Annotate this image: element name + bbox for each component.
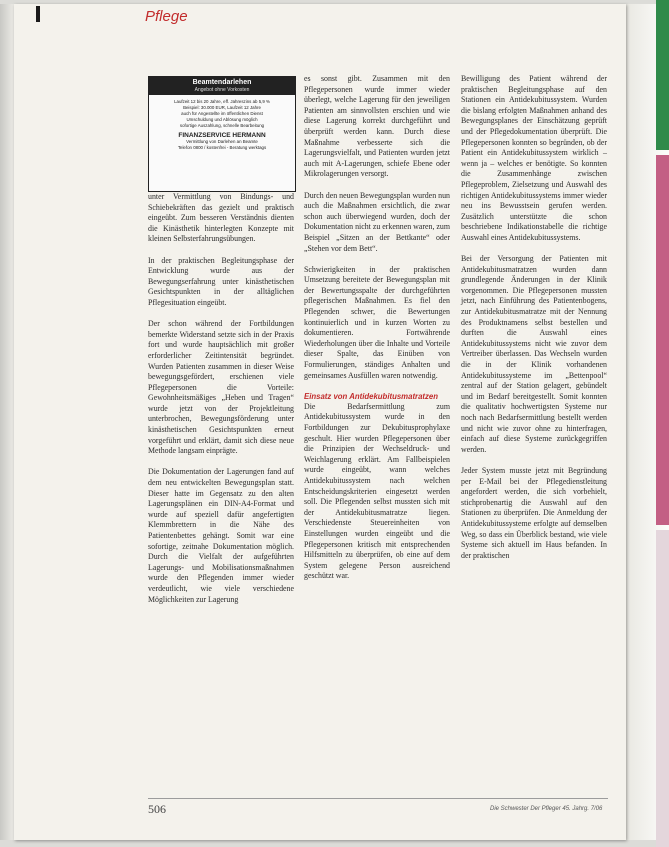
paragraph: Bei der Versorgung der Patienten mit Antidekubitusmatratzen wurden dann grundlegende Änderungen in der Klinik vorgenommen. Die Pflegepersonen mussten jetzt, nach Einführung des Patientenbogens, zur Antidekubitusmatratze mit der Nennung des Produktnamens selbst bestellen und durften die Auswahl eines Antidekubitussystems nicht wie zuvor dem Vertreiber überlassen. Das Wechseln wurden die in der Klinik vorhandenen Antidekubitussysteme im „Bettenpool“ zentral auf der Station gelagert, gebündelt und im Bedarf bereitgestellt. Somit konnten die qualitativ hochwertigsten Systeme nur noch nach Bedarfsermittlung bestellt werden und nicht wie zuvor ohne zu hinterfragen, einfach auf diese Systeme zurückgegriffen werden. (461, 254, 607, 454)
paragraph: Der schon während der Fortbildungen bemerkte Widerstand setzte sich in der Praxis fort und wurde hauptsächlich mit großer erforderlicher Zeitintensität begründet. Wurden Patienten zusammen in dieser Weise bewegungsgefördert, erschienen viele Pflegepersonen die Vorteile: Gewohnheitsmäßiges „Heben und Tragen“ wurde jetzt von der Projektleitung unterbrochen, Bewegungsförderung unter kinästhetischen Gesichtspunkten erneut vorgeführt und erklärt, damit sich diese neue Methode langsam einprägte. (148, 319, 294, 456)
paragraph: Die Bedarfsermittlung zum Antidekubitussystem wurde in den Fortbildungen zur Dekubitusprophylaxe geschult. Hier wurden Pflegepersonen über die Prinzipien der Wechseldruck- und Weichlagerung erklärt. Am Fallbeispielen wurde eingeübt, wann welches Antidekubitussystem nach welchen Entscheidungskriterien eingesetzt werden soll. Die Pflegenden selbst mussten sich mit der Antidekubitusmatratze liegen. Verschiedenste Steuereinheiten von Einstellungen wurden eingeübt und die Pflegepersonen kritisch mit entsprechenden Hilfsmitteln zu überprüfen, ob eine auf dem System gelegene Person ausreichend geschützt war. (304, 401, 450, 581)
paragraph: unter Vermittlung von Bindungs- und Schiebekräften das gezielt und praktisch eingeübt. Zum besseren Verständnis dienten die Kinästhetik hinterlegten Konzepte mit kleinen Selbsterfahrungsübungen. (148, 192, 294, 244)
advertisement (148, 76, 296, 192)
ad-title: Beamtendarlehen (149, 77, 295, 87)
journal-footer: Die Schwester Der Pfleger 45. Jahrg. 7/06 (490, 806, 603, 812)
ad-brand: FINANZSERVICE HERMANN (178, 132, 266, 139)
ad-line: Beispiel: 30.000 EUR, Laufzeit 12 Jahre (183, 105, 261, 110)
thumb-tab-pink (656, 155, 669, 525)
ad-subtitle: Angebot ohne Vorkosten (149, 87, 295, 95)
text-column-3 (461, 74, 607, 572)
ad-line: Laufzeit 12 bis 20 Jahre, eff. Jahreszins ab 5,9 % (174, 99, 270, 104)
paragraph: Durch den neuen Bewegungsplan wurden nun auch die Maßnahmen ersichtlich, die zwar schon auch überwiegend wurden, doch der Dokumentation nicht zu erkennen waren, zum Beispiel „Sitzen an der Bettkante“ oder „Stehen vor dem Bett“. (304, 190, 450, 253)
ad-line: sofortige Auszahlung, schnelle Bearbeitung (179, 123, 265, 128)
page-binding (0, 4, 14, 840)
paragraph: Bewilligung des Patient während der praktischen Begleitungsphase auf den Stationen ein Antidekubitussystem. Wurden die bislang erfolgten Maßnahmen anhand des Bewegungsplanes der Einschätzung geprüft und der Pflegedokumentation überprüft. Die Pflegepersonen konnten so begründen, ob der Patient ein Antidekubitussystem wirklich – wenn ja – welches er benötigte. So konnten die Zusammenhänge zwischen Pflegeproblem, Zielsetzung und Auswahl des richtigen Antidekubitussystems immer wieder neu ins Bewusstsein gerufen werden. Zusätzlich unterstützte die schon beschriebene Indikationstabelle die richtige Auswahl eines Antidekubitussystems. (461, 74, 607, 242)
text-column-2 (304, 74, 450, 593)
paragraph: Jeder System musste jetzt mit Begründung per E-Mail bei der Pflegedienstleitung angefordert werden, die sich vorbehielt, stichprobenartig die Auswahl auf den Stationen zu überprüfen. Die Anmeldung der Antidekubitussysteme erfolgte auf demselben Weg, so dass ein Überblick bestand, wie viele Systeme sich aktuell im Haus befanden. In der praktischen (461, 465, 607, 560)
text-column-1 (148, 192, 294, 616)
thumb-tab-light (656, 530, 669, 847)
ad-contact: Vermittlung von Darlehen an Beamte (186, 139, 258, 144)
section-title: Pflege (145, 8, 188, 25)
ad-contact: Telefon 0800 / kostenfrei - Beratung werktags (177, 145, 267, 150)
paragraph: Die Dokumentation der Lagerungen fand auf dem neu entwickelten Bewegungsplan statt. Dieser hatte im Gegensatz zu den alten Lagerungsplänen ein DIN-A4-Format und wurde auf speziell dafür angefertigten Klemmbrettern in die Nähe des Patientenbettes gehängt. Somit war eine sofortige, zeitnahe Dokumentation möglich. Durch die Vielfalt der aufgeführten Lagerungs- und Mobilisationsmaßnahmen wurde den Pflegenden immer wieder verdeutlicht, wie viele verschiedene Möglichkeiten zur Lagerung (148, 467, 294, 604)
footer-rule (148, 798, 608, 799)
thumb-index (636, 0, 669, 847)
ad-line: auch für Angestellte im öffentlichen Dienst (181, 111, 263, 116)
subheading: Einsatz von Antidekubitusmatratzen (304, 391, 439, 401)
ad-line: Umschuldung und Ablösung möglich (186, 117, 258, 122)
header-bar (36, 6, 40, 22)
paragraph: Schwierigkeiten in der praktischen Umsetzung bereitete der Bewegungsplan mit der Bewertungsspalte der durchgeführten pflegerischen Maßnahmen. Es fiel den Pflegenden schwer, die Bewertungen kontinuierlich und in kurzen Worten zu dokumentieren. Fortwährende Wiederholungen über die Inhalte und Vorteile dieser Spalte, das Einüben von Formulierungen, ständiges Anhalten und gemeinsames Ausfüllen waren notwendig. (304, 264, 450, 380)
thumb-tab-green (656, 0, 669, 150)
paragraph: es sonst gibt. Zusammen mit den Pflegepersonen wurde immer wieder überlegt, welche Lagerung für den jeweiligen Patienten am sinnvollsten erschien und wie diese Lagerung korrekt durchgeführt und überprüft werden kann. Durch diese Maßnahme verbesserte sich die Lagerungsvielfalt, und Patienten wurden jetzt auch mit A-Lagerungen, schiefe Ebene oder Mikrolagerungen versorgt. (304, 74, 450, 179)
page-number: 506 (148, 802, 166, 816)
paragraph: In der praktischen Begleitungsphase der Entwicklung wurde aus der Bewegungserfahrung unter kinästhetischen Gesichtspunkten in der alltäglichen Pflegesituation eingeübt. (148, 255, 294, 307)
